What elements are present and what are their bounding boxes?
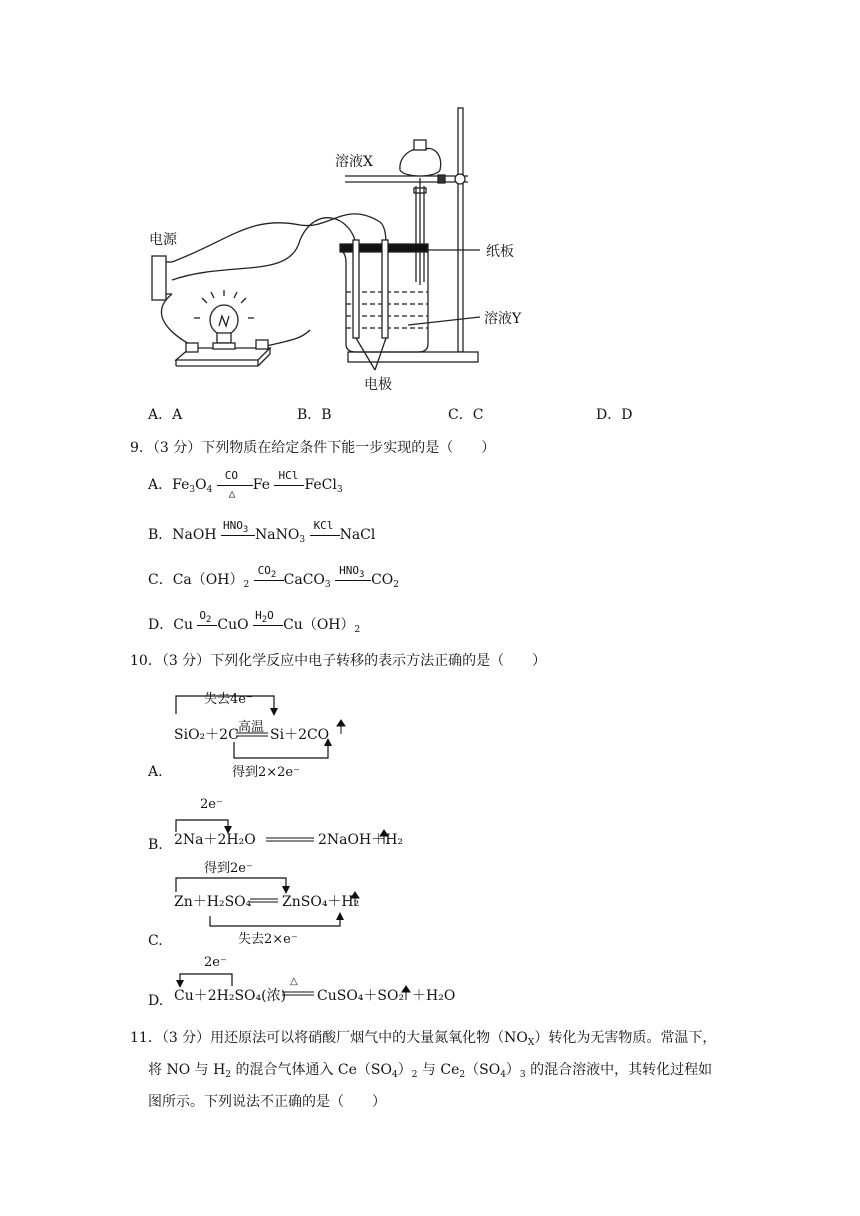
q10-d-condition: △ [290,976,298,987]
label-electrode: 电极 [364,377,392,393]
q10-c-rhs: ZnSO₄＋H₂ [282,894,360,910]
question-11-line-3: 图所示。下列说法不正确的是（ ） [148,1094,386,1110]
q10-a-lhs: SiO₂＋2C [174,727,239,743]
q10-c-bottom-label: 失去2×e⁻ [238,932,298,947]
q10-a-condition: 高温 [238,720,265,735]
q10-option-a-prefix[interactable]: A. [148,764,163,780]
q10-c-top-label: 得到2e⁻ [204,861,253,876]
light-bulb-icon [194,290,254,349]
q10-option-d-prefix[interactable]: D. [148,993,164,1009]
q9-option-d[interactable]: D．Cu $O_2$ CuO $H_2O$ $Cu(OH)_2$ [148,609,361,635]
label-solution-y: 溶液Y [484,311,522,327]
q9-option-a[interactable]: A．$Fe_3O_4$ CO △ Fe HCl FeCl$_3$ [148,469,343,500]
question-9-stem: 9．（3 分）下列物质在给定条件下能一步实现的是（ ） [130,440,496,456]
electrode-icon [353,240,359,338]
separatory-funnel-icon [400,140,441,285]
q10-b-rhs: 2NaOH＋H₂ [318,832,404,848]
label-power-source: 电源 [149,232,177,248]
question-11-line-1: 11．（3 分）用还原法可以将硝酸厂烟气中的大量氮氧化物$(NO_X)$转化为无害物质。常温下， [130,1030,717,1048]
q10-d-lhs: Cu＋2H₂SO₄(浓) [174,988,287,1004]
q10-option-c-prefix[interactable]: C. [148,933,163,949]
ring-stand-icon [345,108,478,362]
q10-a-bottom-label: 得到2×2e⁻ [232,765,300,780]
q10-d-top-label: 2e⁻ [204,955,227,970]
option-d[interactable]: D．D [596,407,633,423]
q10-option-b-prefix[interactable]: B. [148,837,163,853]
option-b[interactable]: B．B [297,407,332,423]
q10-b-top-label: 2e⁻ [200,797,223,812]
label-cardboard: 纸板 [486,244,514,260]
q9-option-c[interactable]: C．$Ca(OH)_2$ $CO_2$ CaCO$_3$ $HNO_3$ $CO_2$ [148,564,400,590]
q10-a-rhs: Si＋2CO [270,727,330,743]
q10-d-rhs: CuSO₄＋SO₂ [317,988,405,1004]
option-c[interactable]: C．C [448,407,484,423]
q10-c-lhs: Zn＋H₂SO₄ [174,894,252,910]
electrolysis-apparatus-figure [0,0,860,400]
power-source-icon [152,256,166,300]
question-11-line-2: 将 NO 与 $H_2$ 的混合气体通入 $Ce(SO_4)_2$ 与 $Ce_2(SO_4)_3$ 的混合溶液中，其转化过程如 [148,1062,713,1080]
q10-d-tail: ＋H₂O [412,988,456,1004]
q10-b-lhs: 2Na＋2H₂O [174,832,256,848]
q9-option-b[interactable]: B．NaOH $HNO_3$ NaNO$_3$ KCl NaCl [148,519,376,545]
question-10-stem: 10．（3 分）下列化学反应中电子转移的表示方法正确的是（ ） [130,653,547,669]
q10-a-top-label: 失去4e⁻ [204,692,253,707]
label-solution-x: 溶液X [335,154,373,170]
option-a[interactable]: A．A [148,407,183,423]
